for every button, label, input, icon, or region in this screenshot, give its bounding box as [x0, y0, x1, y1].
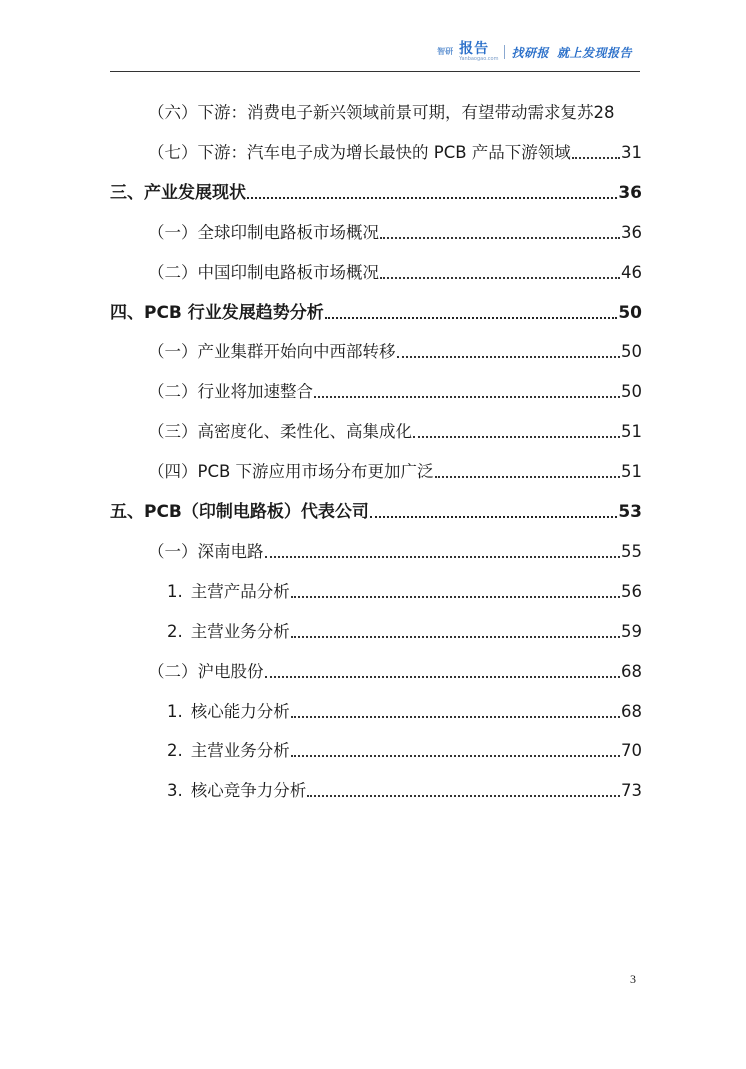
toc-entry-title	[167, 780, 306, 802]
toc-entry-title: （七）下游：汽车电子成为增长最快的 PCB 产品下游领域	[148, 142, 571, 162]
toc-dot-leader	[314, 396, 620, 398]
toc-entry-text: 核心能力分析	[190, 701, 290, 721]
toc-entry[interactable]	[110, 575, 642, 603]
page-number: 3	[630, 972, 636, 986]
toc-entry-title: 五、PCB（印制电路板）代表公司	[110, 502, 369, 522]
slogan-part2: 就上发现报告	[556, 45, 632, 60]
toc-entry[interactable]	[110, 296, 642, 324]
toc-dot-leader	[265, 556, 621, 558]
toc-entry-number: 3.	[167, 781, 183, 801]
toc-entry-title: 三、产业发展现状	[110, 182, 246, 203]
toc-entry-title	[167, 740, 290, 762]
toc-entry-text: 核心竞争力分析	[190, 781, 307, 801]
toc-entry-page: 36	[618, 182, 642, 203]
toc-dot-leader	[435, 476, 620, 478]
toc-entry-title: （一）深南电路	[148, 541, 264, 561]
toc-entry-text: 主营产品分析	[190, 581, 290, 601]
toc-entry-title: （四）PCB 下游应用市场分布更加广泛	[148, 462, 434, 482]
toc-entry-number: 2.	[167, 621, 183, 641]
toc-entry-page: 59	[621, 621, 642, 641]
slogan-part1: 找研报	[511, 45, 549, 60]
toc-dot-leader	[291, 716, 620, 718]
toc-entry[interactable]	[110, 176, 642, 204]
toc-entry-number: 1.	[167, 581, 183, 601]
toc-dot-leader	[380, 277, 620, 279]
toc-entry-title	[167, 581, 290, 603]
toc-entry[interactable]	[110, 695, 642, 723]
logo-mark: 智研	[437, 47, 454, 56]
toc-dot-leader	[325, 317, 618, 319]
toc-entry-page: 68	[621, 701, 642, 721]
toc-entry-number: 1.	[167, 701, 183, 721]
brand-logo	[437, 42, 640, 62]
toc-entry-title: 四、PCB 行业发展趋势分析	[110, 302, 324, 323]
toc-dot-leader	[572, 157, 620, 159]
toc-entry-text: 主营业务分析	[190, 741, 290, 761]
toc-entry-title: （六）下游：消费电子新兴领域前景可期，有望带动需求复苏	[148, 103, 594, 122]
toc-dot-leader	[307, 795, 620, 797]
toc-entry-number: 2.	[167, 741, 183, 761]
toc-dot-leader	[380, 237, 620, 239]
toc-entry[interactable]	[110, 216, 642, 244]
toc-dot-leader	[291, 636, 620, 638]
toc-entry[interactable]	[110, 375, 642, 403]
logo-url: Yanbaogao.com	[459, 56, 499, 62]
toc-entry-title: （一）产业集群开始向中西部转移	[148, 342, 396, 362]
logo-main	[459, 42, 498, 62]
toc-entry-page: 28	[593, 103, 615, 122]
toc-entry-page: 51	[621, 422, 642, 442]
toc-entry-page: 73	[621, 781, 642, 801]
toc-entry-page: 56	[621, 581, 642, 601]
logo-slogan	[511, 44, 640, 61]
toc-entry[interactable]	[110, 335, 642, 363]
toc-entry-page: 55	[621, 541, 642, 561]
toc-entry-title: （一）全球印制电路板市场概况	[148, 222, 379, 242]
toc-dot-leader	[397, 356, 621, 358]
toc-entry[interactable]	[110, 615, 642, 643]
toc-entry-title: （三）高密度化、柔性化、高集成化	[148, 422, 412, 442]
logo-divider	[504, 45, 505, 59]
toc-entry-title	[167, 621, 290, 643]
toc-entry[interactable]	[110, 96, 642, 124]
toc-dot-leader	[370, 516, 617, 518]
toc-entry-page: 46	[621, 262, 642, 282]
logo-name: 报告	[459, 41, 490, 57]
toc-entry[interactable]	[110, 415, 642, 443]
toc-entry[interactable]	[110, 256, 642, 284]
toc-entry-title	[167, 701, 290, 723]
toc-entry-page: 51	[621, 462, 642, 482]
toc-entry-page: 53	[618, 502, 642, 522]
toc-entry[interactable]	[110, 535, 642, 563]
toc-entry[interactable]	[110, 734, 642, 762]
toc-entry-page: 50	[621, 342, 642, 362]
toc-dot-leader	[265, 676, 621, 678]
toc-entry-title: （二）中国印制电路板市场概况	[148, 262, 379, 282]
toc-dot-leader	[291, 596, 620, 598]
toc-entry-page: 50	[618, 302, 642, 323]
toc-entry-title: （二）行业将加速整合	[148, 382, 313, 402]
toc-entry[interactable]	[110, 495, 642, 523]
toc-entry-page: 31	[621, 142, 642, 162]
toc-entry[interactable]	[110, 655, 642, 683]
toc-entry[interactable]	[110, 136, 642, 164]
toc-entry[interactable]	[110, 455, 642, 483]
toc-entry-page: 50	[621, 382, 642, 402]
toc-entry-page: 70	[621, 741, 642, 761]
toc-entry[interactable]	[110, 774, 642, 802]
page-header	[110, 36, 640, 72]
toc-entry-text: 主营业务分析	[190, 621, 290, 641]
header-rule	[110, 71, 640, 72]
toc-entry-page: 36	[621, 222, 642, 242]
toc-dot-leader	[291, 755, 620, 757]
toc-entry-title: （二）沪电股份	[148, 661, 264, 681]
toc-dot-leader	[247, 197, 617, 199]
toc-dot-leader	[413, 436, 620, 438]
toc-entry-page: 68	[621, 661, 642, 681]
